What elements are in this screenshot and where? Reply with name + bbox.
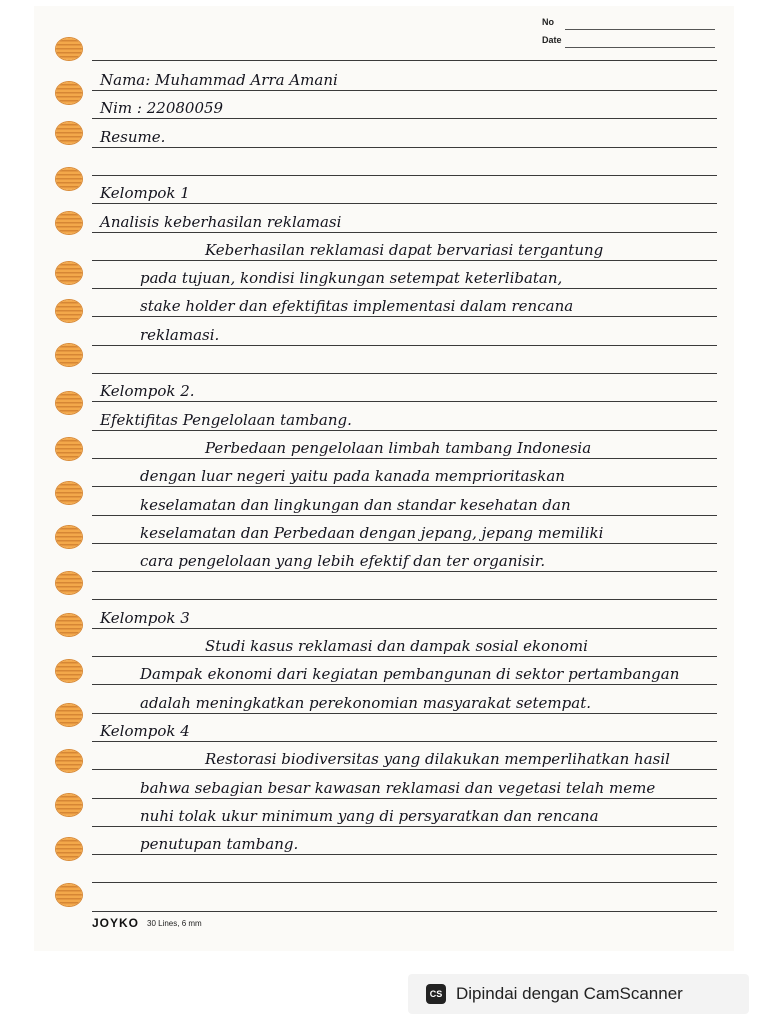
- text-line: dengan luar negeri yaitu pada kanada memprioritaskan: [140, 467, 565, 486]
- binding-hole: [56, 262, 82, 284]
- text-line: Kelompok 1: [100, 184, 190, 203]
- binding-hole: [56, 38, 82, 60]
- text-line: Studi kasus reklamasi dan dampak sosial ekonomi: [205, 637, 588, 655]
- binding-hole: [56, 572, 82, 594]
- camscanner-watermark: [408, 974, 749, 1014]
- text-line: keselamatan dan Perbedaan dengan jepang, jepang memiliki: [140, 523, 604, 542]
- ruled-line: [92, 911, 717, 912]
- ruled-line: [92, 571, 717, 572]
- text-line: Analisis keberhasilan reklamasi: [100, 212, 342, 231]
- ruled-line: [92, 684, 717, 685]
- text-line: reklamasi.: [140, 325, 220, 344]
- ruled-line: [92, 486, 717, 487]
- text-line: Kelompok 3: [100, 608, 190, 627]
- text-line: Nim : 22080059: [100, 99, 224, 118]
- text-line: Nama: Muhammad Arra Amani: [100, 71, 338, 89]
- text-line: Keberhasilan reklamasi dapat bervariasi tergantung: [205, 240, 604, 259]
- binding-hole: [56, 392, 82, 414]
- ruled-line: [92, 599, 717, 600]
- date-field-line: [565, 47, 715, 48]
- text-line: penutupan tambang.: [140, 835, 299, 854]
- ruled-line: [92, 628, 717, 629]
- no-field-line: [565, 29, 715, 30]
- ruled-line: [92, 232, 717, 233]
- ruled-line: [92, 798, 717, 799]
- ruled-line: [92, 316, 717, 317]
- text-line: Resume.: [100, 127, 166, 146]
- binding-hole: [56, 168, 82, 190]
- text-line: adalah meningkatkan perekonomian masyarakat setempat.: [140, 693, 591, 712]
- ruled-line: [92, 713, 717, 714]
- binding-hole: [56, 614, 82, 636]
- binding-hole: [56, 300, 82, 322]
- ruled-line: [92, 345, 717, 346]
- paper-spec: 30 Lines, 6 mm: [147, 919, 202, 928]
- binding-hole: [56, 838, 82, 860]
- binding-hole: [56, 122, 82, 144]
- binding-hole: [56, 750, 82, 772]
- ruled-line: [92, 260, 717, 261]
- binding-hole: [56, 704, 82, 726]
- ruled-line: [92, 656, 717, 657]
- ruled-line: [92, 458, 717, 459]
- text-line: stake holder dan efektifitas implementasi dalam rencana: [140, 297, 574, 316]
- text-line: Efektifitas Pengelolaan tambang.: [100, 410, 352, 429]
- watermark-text: Dipindai dengan CamScanner: [456, 984, 683, 1003]
- ruled-line: [92, 741, 717, 742]
- binding-hole: [56, 794, 82, 816]
- ruled-line: [92, 543, 717, 544]
- ruled-line: [92, 175, 717, 176]
- text-line: keselamatan dan lingkungan dan standar kesehatan dan: [140, 495, 571, 514]
- top-rule: [92, 60, 717, 61]
- text-line: Kelompok 4: [100, 721, 190, 740]
- text-line: Dampak ekonomi dari kegiatan pembangunan di sektor pertambangan: [140, 665, 680, 684]
- ruled-line: [92, 401, 717, 402]
- ruled-line: [92, 373, 717, 374]
- ruled-line: [92, 826, 717, 827]
- ruled-line: [92, 90, 717, 91]
- binding-hole: [56, 82, 82, 104]
- binding-hole: [56, 438, 82, 460]
- binding-hole: [56, 482, 82, 504]
- brand-logo: JOYKO: [92, 916, 140, 930]
- no-label: No: [542, 17, 554, 27]
- text-line: pada tujuan, kondisi lingkungan setempat keterlibatan,: [140, 269, 563, 288]
- text-line: Restorasi biodiversitas yang dilakukan memperlihatkan hasil: [205, 750, 670, 769]
- text-line: Kelompok 2.: [100, 382, 195, 401]
- binding-hole: [56, 660, 82, 682]
- ruled-line: [92, 288, 717, 289]
- ruled-line: [92, 882, 717, 883]
- ruled-line: [92, 515, 717, 516]
- binding-hole: [56, 344, 82, 366]
- text-line: Perbedaan pengelolaan limbah tambang Indonesia: [205, 438, 592, 457]
- binding-hole: [56, 884, 82, 906]
- ruled-line: [92, 769, 717, 770]
- ruled-line: [92, 203, 717, 204]
- binding-hole: [56, 526, 82, 548]
- ruled-line: [92, 147, 717, 148]
- text-line: cara pengelolaan yang lebih efektif dan ter organisir.: [140, 552, 546, 571]
- date-label: Date: [542, 35, 562, 45]
- binding-hole: [56, 212, 82, 234]
- text-line: nuhi tolak ukur minimum yang di persyaratkan dan rencana: [140, 806, 599, 825]
- ruled-line: [92, 430, 717, 431]
- ruled-line: [92, 854, 717, 855]
- ruled-line: [92, 118, 717, 119]
- text-line: bahwa sebagian besar kawasan reklamasi dan vegetasi telah meme: [140, 778, 656, 797]
- camscanner-logo-icon: CS: [426, 984, 446, 1004]
